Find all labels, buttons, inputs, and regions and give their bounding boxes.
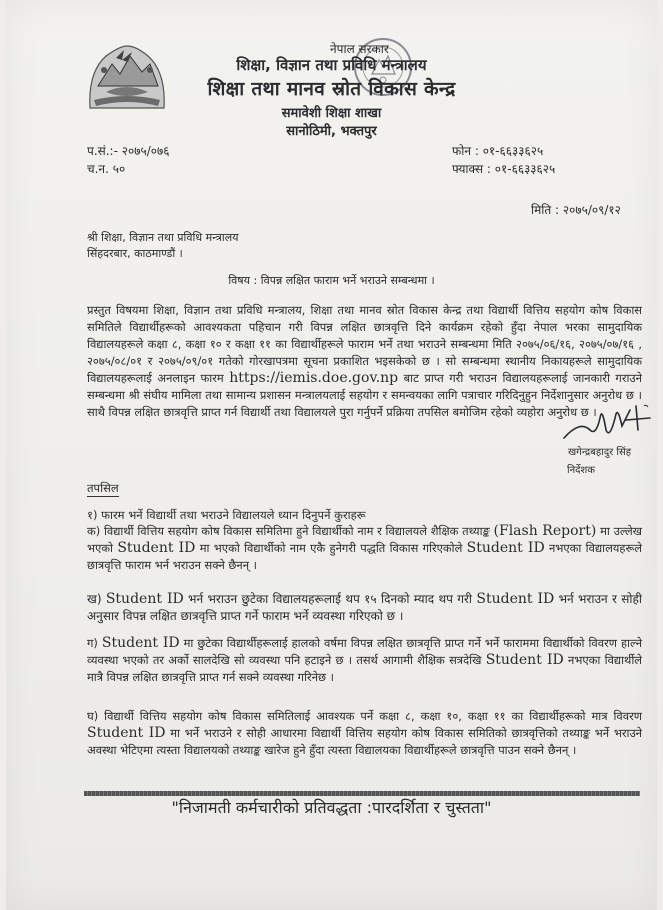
phone-number: फोन : ०१-६६३३६२५ <box>452 144 544 158</box>
signature-image <box>560 400 655 446</box>
item-ga-marker: ग) <box>87 636 98 650</box>
item-kha-text-1: भर्न भराउन छुटेका विद्यालयहरूलाई थप १५ दिनको म्याद थप गरी <box>188 592 473 606</box>
item-ka-text-4: नभएका विद्यालयहरूले छात्रवृत्ति फाराम भर्न भराउन सक्ने छैनन् । <box>87 541 643 572</box>
letter-date: मिति : २०७५/०९/१२ <box>531 203 621 217</box>
fax-number: फ्याक्स : ०१-६६३३६२५ <box>452 162 556 176</box>
item-gha-text-1: घ) विद्यार्थी वित्तिय सहयोग कोष विकास समितिलाई आवश्यक पर्ने कक्षा ८, कक्षा १०, कक्षा ११ का विद्यार्थीहरूको मात्र विवरण <box>87 709 642 723</box>
list-item-gha <box>87 708 642 759</box>
item-ka-student-id: Student ID <box>117 540 196 556</box>
recipient-line-1: श्री शिक्षा, विज्ञान तथा प्रविधि मन्त्रालय <box>87 231 239 244</box>
footer-motto: "निजामती कर्मचारीको प्रतिवद्धता :पारदर्शिता र चुस्तता" <box>171 798 492 817</box>
signer-name: खगेन्द्रबहादुर सिंह <box>568 447 632 458</box>
item-ga-text-2: नभएका विद्यार्थीले मात्रै विपन्न लक्षित छात्रवृत्ति प्राप्त गर्न सक्ने व्यवस्था गरिनेछ । <box>87 653 642 684</box>
item-kha-text-2: भर्न भराउन र सोही अनुसार विपन्न लक्षित छात्रवृत्ति प्राप्त गर्ने फाराम भर्ने व्यवस्था गरिएको छ । <box>87 592 642 623</box>
item-ka-text-1: क) विद्यार्थी वित्तिय सहयोग कोष विकास समितिमा हुने विद्यार्थीको नाम र विद्यालयले शैक्षिक तथ्याङ्क <box>87 524 490 538</box>
item-ga-text-1: मा छुटेका विद्यार्थीहरूलाई हालको वर्षमा विपन्न लक्षित छात्रवृत्ति प्राप्त गर्ने भर्ने फाराममा विद्यार्थीको विवरण हाल्ने व्यवस्था भएको तर अर्को सालदेखि सो व्यवस्था पनि हटाइने छ । तसर्थ आगामी शैक्षिक सत्रदेखि <box>87 636 643 667</box>
tapasil-underline <box>87 496 119 497</box>
list-item-ka <box>87 523 642 574</box>
item-ka-text-2: मा उल्लेख भएको <box>87 524 642 555</box>
header-section: समावेशी शिक्षा शाखा <box>281 106 382 121</box>
section-title: १) फारम भर्ने विद्यार्थी तथा भराउने विद्यालयले ध्यान दिनुपर्ने कुराहरू <box>87 508 366 522</box>
header-ministry: शिक्षा, विज्ञान तथा प्रविधि मन्त्रालय <box>236 56 427 74</box>
recipient-line-2: सिंहदरबार, काठमाण्डौं । <box>87 247 183 260</box>
website-link[interactable]: https://iemis.doe.gov.np <box>229 370 399 386</box>
item-ka-flash: (Flash Report) <box>493 523 597 539</box>
subject-line: विषय : विपन्न लक्षित फाराम भर्ने भराउने सम्बन्धमा । <box>228 274 435 287</box>
body-paragraph <box>87 302 642 421</box>
header-government: नेपाल सरकार <box>330 42 389 56</box>
item-gha-text-2: मा भर्ने भराउने र सोही आधारमा विद्यार्थी वित्तिय सहयोग कोष विकास समितिको छात्रवृत्तिको तथ्याङ्क भर्ने भराउने अवस्था भेटिएमा त्यस्ता विद्यालयको तथ्याङ्क खारेज हुने हुँदा त्यस्ता विद्यालयका विद्यार्थीहरूले छात्रवृत्ति पाउन सक्ने छैनन् । <box>87 726 643 757</box>
item-kha-student-id: Student ID <box>105 591 184 607</box>
tapasil-heading: तपसिल <box>87 481 119 495</box>
item-kha-marker: ख) <box>87 592 102 606</box>
item-kha-student-id-2: Student ID <box>476 591 555 607</box>
item-ga-student-id-2: Student ID <box>485 652 564 668</box>
header-center: शिक्षा तथा मानव स्रोत विकास केन्द्र <box>207 78 456 100</box>
body-text-part-2: बाट प्राप्त गरी भराउन विद्यालयहरूलाई जानकारी गराउने सम्बन्धमा श्री संघीय मामिला तथा सामान्य प्रशासन मन्त्रालयलाई सहयोग र समन्वयका लागि पत्राचार गरिदिनुहुन निर्देशानुसार अनुरोध छ । साथै विपन्न लक्षित छात्रवृत्ति प्राप्त गर्न विद्यार्थी तथा विद्यालयले पुरा गर्नुपर्ने प्रक्रिया तपसिल बमोजिम रहेको व्यहोरा अनुरोध छ । <box>87 371 642 419</box>
item-ka-student-id-2: Student ID <box>466 540 545 556</box>
item-ka-text-3: मा भएको विद्यार्थीको नाम एकै हुनेगरी पद्धति विकास गरिएकोले <box>199 541 463 555</box>
signer-designation: निर्देशक <box>567 465 595 476</box>
dispatch-number: च.न. ५० <box>87 162 126 176</box>
header-address: सानोठिमी, भक्तपुर <box>286 124 377 139</box>
item-gha-student-id: Student ID <box>87 725 166 741</box>
list-item-kha <box>87 591 642 625</box>
item-ga-student-id: Student ID <box>101 635 180 651</box>
list-item-ga <box>87 635 642 686</box>
letter-number: प.सं.:- २०७५/०७६ <box>87 144 170 158</box>
body-text-part-1: प्रस्तुत विषयमा शिक्षा, विज्ञान तथा प्रविधि मन्त्रालय, शिक्षा तथा मानव स्रोत विकास केन्द्र तथा विद्यार्थी वित्तिय सहयोग कोष विकास समितिले विद्यार्थीहरूको आवश्यकता पहिचान गरी विपन्न लक्षित छात्रवृत्ति दिने कार्यक्रम रहेको हुँदा नेपाल भरका सामुदायिक विद्यालयहरूले कक्षा ८, कक्षा १० र कक्षा ११ का विद्यार्थीहरूले फाराम भर्ने तथा भराउने सम्बन्धमा मिति २०७५/०६/१६, २०७५/०७/१६ , २०७५/०८/०१ र २०७५/०९/०१ गतेको गोरखापत्रमा सूचना प्रकाशित भइसकेको छ । सो सम्बन्धमा स्थानीय निकायहरूले सामुदायिक विद्यालयहरूलाई अनलाइन फारम <box>87 303 642 385</box>
